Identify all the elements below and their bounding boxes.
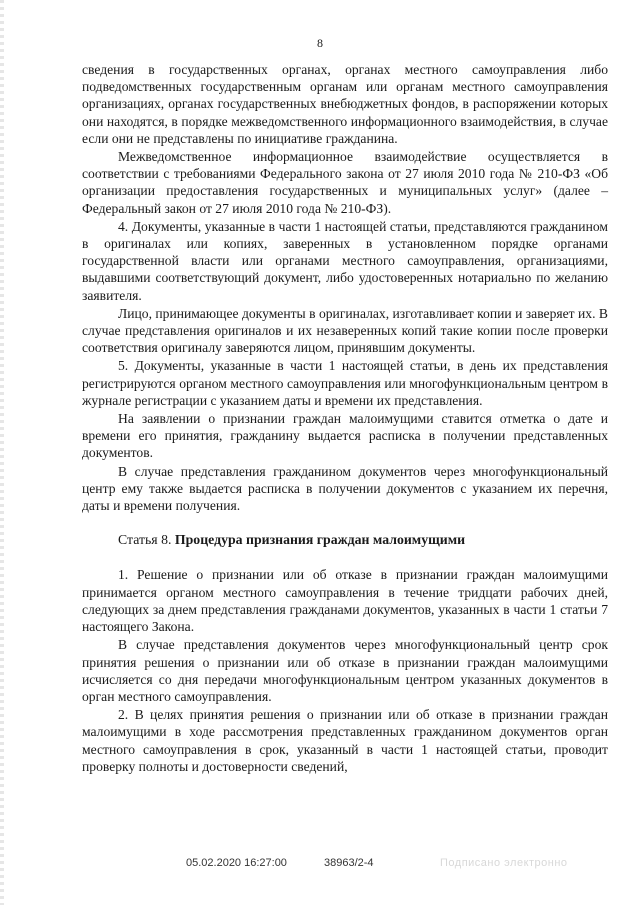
document-body (82, 61, 608, 775)
footer-faint-signature-text: Подписано электронно (440, 857, 568, 869)
article-title: Процедура признания граждан малоимущими (174, 532, 466, 548)
article-prefix: Статья 8. (118, 532, 175, 548)
paragraph: В случае представления гражданином документов через многофункциональный центр ему также выдается расписка в получении документов с указанием их перечня, даты и времени получения. (82, 463, 608, 514)
page-footer (0, 857, 640, 871)
paragraph: Лицо, принимающее документы в оригиналах, изготавливает копии и заверяет их. В случае представления оригиналов и их незаверенных копий такие копии после проверки соответствия оригиналу заверяются лицом, принявшим документы. (82, 305, 608, 356)
paragraph: В случае представления документов через многофункциональный центр срок принятия решения о признании или об отказе в признании граждан малоимущими исчисляется со дня передачи многофункциональным центром указанных документов в орган местного самоуправления. (82, 637, 608, 704)
page-number: 8 (317, 36, 323, 50)
paragraph: 4. Документы, указанные в части 1 настоящей статьи, представляются гражданином в оригиналах или копиях, заверенных в установленном порядке органами государственной власти или органами местного самоуправления, организациями, выдавшими соответствующий документ, либо удостоверенных нотариально по желанию заявителя. (82, 218, 608, 303)
article-heading (82, 531, 608, 548)
paragraph: сведения в государственных органах, органах местного самоуправления либо подведомственных государственным органам или органам местного самоуправления организациях, органах государственных внебюджетных фондов, в распоряжении которых они находятся, в порядке межведомственного информационного взаимодействия, в случае если они не представлены по инициативе гражданина. (82, 62, 608, 146)
scan-edge-artifact (0, 0, 4, 905)
paragraph: 5. Документы, указанные в части 1 настоящей статьи, в день их представления регистрируются органом местного самоуправления или многофункциональным центром в журнале регистрации с указанием даты и времени их представления. (82, 358, 608, 408)
footer-document-number: 38963/2-4 (324, 857, 374, 869)
footer-timestamp: 05.02.2020 16:27:00 (186, 857, 287, 869)
paragraph: 1. Решение о признании или об отказе в признании граждан малоимущими принимается органом местного самоуправления в течение тридцати рабочих дней, следующих за днем представления гражданами документов, указанных в части 1 статьи 7 настоящего Закона. (82, 567, 608, 635)
paragraph: Межведомственное информационное взаимодействие осуществляется в соответствии с требованиями Федерального закона от 27 июля 2010 года № 210-ФЗ «Об организации предоставления государственных и муниципальных услуг» (далее – Федеральный закон от 27 июля 2010 года № 210-ФЗ). (82, 149, 608, 216)
paragraph: На заявлении о признании граждан малоимущими ставится отметка о дате и времени его принятия, гражданину выдается расписка в получении представленных документов. (82, 411, 608, 461)
paragraph: 2. В целях принятия решения о признании или об отказе в признании граждан малоимущими в ходе рассмотрения представленных гражданином документов орган местного самоуправления в срок, указанный в части 1 настоящей статьи, проводит проверку полноты и достоверности сведений, (82, 707, 608, 774)
